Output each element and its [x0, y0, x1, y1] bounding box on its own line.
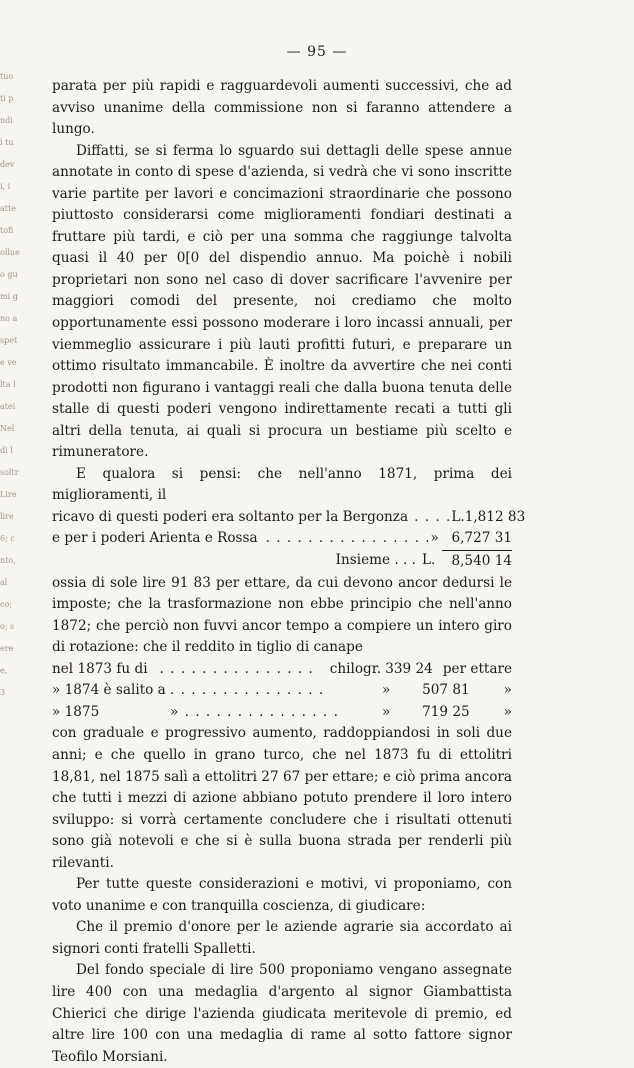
income-row-arienta-rossa [52, 528, 512, 550]
hemp-suffix: per ettare [442, 660, 513, 677]
hemp-leader: . . . . . . . . . . . . . . . [159, 660, 314, 677]
margin-fragment: ollue [0, 248, 20, 257]
margin-fragment: soltr [0, 468, 19, 477]
hemp-value: 719 25 [422, 703, 470, 720]
income-currency-bergonza: L. [451, 508, 465, 525]
margin-fragment: ndi [0, 116, 13, 125]
margin-fragment: 3 [0, 688, 6, 697]
income-label-bergonza: ricavo di questi poderi era soltanto per la Bergonza [52, 508, 409, 525]
income-row-bergonza [52, 507, 526, 529]
hemp-unit: » [381, 682, 391, 699]
hemp-year: » 1874 è salito a [52, 682, 166, 699]
income-total-currency: L. [422, 552, 436, 569]
page-number: — 95 — [286, 44, 348, 60]
hemp-unit: chilogr. [329, 660, 382, 677]
income-leader-arienta-rossa: . . . . . . . . . . . . . . . . [265, 530, 431, 547]
margin-fragment: no a [0, 314, 18, 323]
income-total-amount: 8,540 14 [442, 550, 512, 573]
hemp-row-1873 [52, 659, 512, 681]
hemp-suffix: » [503, 682, 512, 699]
margin-fragment: ti p [0, 94, 14, 103]
paragraph-5: con graduale e progressivo aumento, raddoppiandosi in soli due anni; e che quello in grano turco, che nel 1873 fu di ettolitri 18,81, nel 1875 salì a ettolitri 27 67 per ettare; e ciò prima ancora che tutti i mezzi di azione abbiano potuto prendere il loro intero sviluppo: si vorrà certamente concludere che i risultati ottenuti sono già notevoli e che si è sulla buona strada per renderli più rilevanti. [52, 725, 512, 871]
paragraph-2: Diffatti, se si ferma lo sguardo sui dettagli delle spese annue annotate in conto di spese d'azienda, si vedrà che vi sono inscritte varie partite per lavori e concimazioni straordinarie che possono piuttosto considerarsi come miglioramenti fondiari destinati a fruttare più tardi, e ciò per una somma che raggiunge talvolta quasi il 40 per 0[0 del dispendio annuo. Ma poichè i nobili proprietari non sono nel caso di dover sacrificare l'avvenire per maggiori comodi del presente, noi crediamo che molto opportunamente essi possono moderare i loro incassi annuali, per viemmeglio assicurare i più lauti profitti futuri, e preparare un ottimo risultato immancabile. È inoltre da avvertire che nei conti prodotti non figurano i vantaggi reali che dalla buona tenuta delle stalle di questi poderi vengono indirettamente recati a tutti gli altri della tenuta, ai quali si procura un bestiame più scelto e rimuneratore. [52, 142, 512, 461]
left-page-bleed [0, 70, 20, 708]
margin-fragment: lire [0, 512, 14, 521]
margin-fragment: e, [0, 666, 8, 675]
body-text [52, 76, 526, 1068]
margin-fragment: i, i [0, 182, 11, 191]
hemp-row-1875 [52, 702, 512, 724]
income-amount-bergonza: 1,812 83 [464, 508, 526, 525]
hemp-year: » 1875 [52, 703, 100, 720]
margin-fragment: Nel [0, 424, 15, 433]
margin-fragment: ere [0, 644, 14, 653]
income-total-row [52, 550, 512, 573]
margin-fragment: di l [0, 446, 13, 455]
hemp-suffix: » [503, 703, 512, 720]
hemp-leader: . . . . . . . . . . . . . . . [169, 682, 325, 699]
margin-fragment: ì tu [0, 138, 14, 147]
paragraph-8: Del fondo speciale di lire 500 proponiamo vengano assegnate lire 400 con una medaglia d'argento al signor Giambattista Chierici che dirige l'azienda giudicata meritevole di premio, ed altre lire 100 con una medaglia di rame al sotto fattore signor Teofilo Morsiani. [52, 962, 512, 1065]
income-leader-bergonza: . . . . [414, 508, 452, 525]
paragraph-6: Per tutte queste considerazioni e motivi, vi proponiamo, con voto unanime e con tranquilla coscienza, di giudicare: [52, 876, 512, 914]
hemp-value: 339 24 [385, 660, 433, 677]
margin-fragment: e ve [0, 358, 17, 367]
paragraph-4: ossia di sole lire 91 83 per ettare, da cui devono ancor dedursi le imposte; che la trasformazione non ebbe principio che nell'anno 1872; che perciò non fuvvi ancor tempo a compiere un intero giro di rotazione: che il reddito in tiglio di canape [52, 574, 512, 656]
margin-fragment: tuo [0, 72, 14, 81]
margin-fragment: o gu [0, 270, 18, 279]
paragraph-1: parata per più rapidi e ragguardevoli aumenti successivi, che ad avviso unanime della commissione non si faranno attendere a lungo. [52, 78, 512, 138]
hemp-value: 507 81 [422, 682, 470, 699]
margin-fragment: Lire [0, 490, 17, 499]
income-amount-arienta-rossa: 6,727 31 [451, 530, 512, 547]
income-label-arienta-rossa: e per i poderi Arienta e Rossa [52, 530, 258, 547]
margin-fragment: co; [0, 600, 12, 609]
margin-fragment: atte [0, 204, 16, 213]
income-currency-arienta-rossa: » [430, 530, 439, 547]
hemp-unit: » [381, 703, 391, 720]
margin-fragment: o; s [0, 622, 15, 631]
income-total-label: Insieme . . . [335, 552, 416, 569]
margin-fragment: al [0, 578, 8, 587]
margin-fragment: tofi [0, 226, 14, 235]
paragraph-7: Che il premio d'onore per le aziende agrarie sia accordato ai signori conti fratelli Spalletti. [52, 919, 512, 957]
hemp-leader: » . . . . . . . . . . . . . . . [169, 703, 339, 720]
margin-fragment: nto, [0, 556, 16, 565]
hemp-row-1874 [52, 680, 512, 702]
margin-fragment: mi g [0, 292, 18, 301]
margin-fragment: atei [0, 402, 16, 411]
margin-fragment: 6; c [0, 534, 15, 543]
hemp-year: nel 1873 fu di [52, 660, 148, 677]
margin-fragment: spet [0, 336, 18, 345]
paragraph-3: E qualora si pensi: che nell'anno 1871, prima dei miglioramenti, il [52, 465, 512, 504]
margin-fragment: lta l [0, 380, 16, 389]
margin-fragment: dev [0, 160, 15, 169]
